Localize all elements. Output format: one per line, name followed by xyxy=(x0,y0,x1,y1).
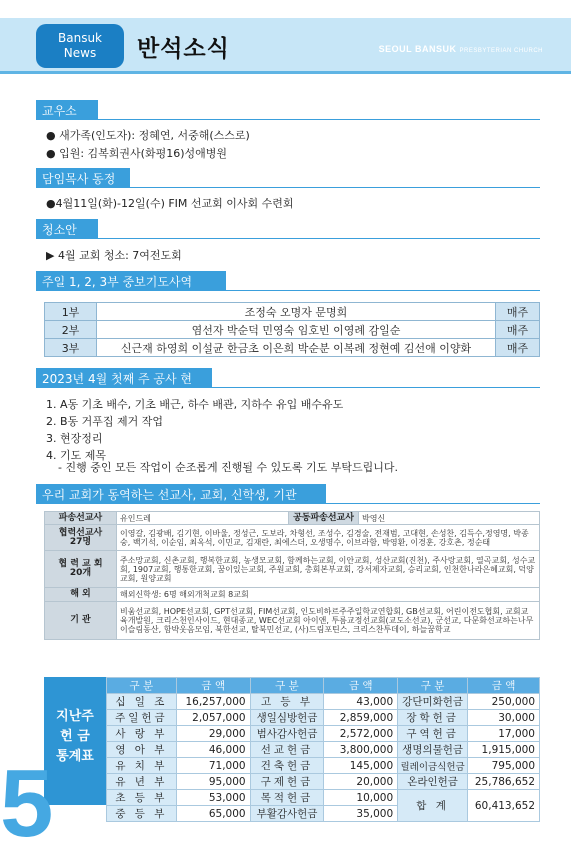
members-item: ● 입원: 김복희권사(화평16)성애병원 xyxy=(46,147,228,160)
offering-amount: 30,000 xyxy=(468,710,540,726)
coop-church-title: 협 력 교 회 xyxy=(58,559,103,569)
section-divider xyxy=(36,238,540,239)
construction-item: 3. 현장정리 xyxy=(46,432,103,445)
prayer-frequency: 매주 xyxy=(496,303,540,321)
table-row xyxy=(45,512,540,525)
offering-statistics xyxy=(44,677,540,820)
missionary-label: 파송선교사 xyxy=(45,512,117,525)
prayer-table xyxy=(44,302,540,357)
offering-amount: 46,000 xyxy=(176,742,250,758)
offering-amount: 25,786,652 xyxy=(468,774,540,790)
offering-item: 사 랑 부 xyxy=(107,726,177,742)
offering-table xyxy=(106,677,540,822)
prayer-names: 조정숙 오명자 문명희 xyxy=(97,303,496,321)
offering-amount: 20,000 xyxy=(324,774,398,790)
offering-amount: 95,000 xyxy=(176,774,250,790)
offering-item: 구제헌금 xyxy=(250,774,324,790)
table-row xyxy=(107,742,540,758)
coop-church-value: 주소망교회, 신촌교회, 행복한교회, 농생모교회, 함께하는교회, 이안교회, 성산교회(진천), 주사랑교회, 열곡교회, 성수교회, 1907교회, 행통한교회, 꿈이있는교회, 주원교회, 총회본부교회, 강서제자교회, 승리교회, 인천한나라은혜교회, 덕양교회, 원양교회 xyxy=(117,551,540,588)
offering-amount: 10,000 xyxy=(324,790,398,806)
prayer-service: 2부 xyxy=(45,321,97,339)
offering-amount: 795,000 xyxy=(468,758,540,774)
section-title-members: 교우소식 xyxy=(36,100,94,120)
offering-amount: 35,000 xyxy=(324,806,398,822)
table-row xyxy=(45,525,540,551)
section-title-cleaning: 청소안내 xyxy=(36,219,94,239)
prayer-service: 3부 xyxy=(45,339,97,357)
section-title-construction: 2023년 4월 첫째 주 공사 현황 xyxy=(36,368,208,388)
offering-item: 목적헌금 xyxy=(250,790,324,806)
coop-missionary-count: 27명 xyxy=(69,536,92,547)
construction-item: 4. 기도 제목 xyxy=(46,449,106,462)
prayer-frequency: 매주 xyxy=(496,321,540,339)
header-item: 구 분 xyxy=(107,678,177,694)
section-title-missions: 우리 교회가 동역하는 선교사, 교회, 신학생, 기관 xyxy=(36,484,322,504)
offering-amount: 43,000 xyxy=(324,694,398,710)
coop-church-count: 20개 xyxy=(69,568,92,578)
logo-line-2: News xyxy=(63,46,97,60)
prayer-names: 신근재 하영희 이설균 한금초 이은희 박순분 이복례 정현예 김선애 이양화 xyxy=(97,339,496,357)
header-item: 구 분 xyxy=(398,678,468,694)
construction-item: - 진행 중인 모든 작업이 순조롭게 진행될 수 있도록 기도 부탁드립니다. xyxy=(58,461,398,474)
offering-amount: 1,915,000 xyxy=(468,742,540,758)
offering-amount: 53,000 xyxy=(176,790,250,806)
section-divider xyxy=(36,290,540,291)
offering-item: 생명의물헌금 xyxy=(398,742,468,758)
offering-item: 영 아 부 xyxy=(107,742,177,758)
section-divider xyxy=(36,387,540,388)
offering-item: 초 등 부 xyxy=(107,790,177,806)
organization-value: 비움선교회, HOPE선교회, GPT선교회, FIM선교회, 인도비하르주주일학교연합회, GB선교회, 어린이전도협회, 교회교육개발원, 크리스천인사이드, 현대종교, WEC선교회 아이앤, 투름교정선교회(교도소선교), 군선교, 다문화선교하는나무이슬림동산, 함박웃음모임, 북한선교, 탈북민선교, (사)드림포틴스, 크리스찬투데이, 하늘꿈학교 xyxy=(117,602,540,640)
table-row xyxy=(107,774,540,790)
coop-missionary-title: 협력선교사 xyxy=(58,527,103,538)
organization-label: 기 관 xyxy=(45,602,117,640)
total-label: 합 계 xyxy=(398,790,468,822)
section-divider xyxy=(36,187,540,188)
joint-missionary-label: 공동파송선교사 xyxy=(289,512,359,525)
table-row xyxy=(45,339,540,357)
construction-item: 1. A동 기초 배수, 기초 배근, 하수 배관, 지하수 유입 배수유도 xyxy=(46,398,344,411)
table-row xyxy=(45,602,540,640)
table-row xyxy=(107,758,540,774)
overseas-label: 해 외 xyxy=(45,588,117,602)
prayer-frequency: 매주 xyxy=(496,339,540,357)
offering-item: 생일심방헌금 xyxy=(250,710,324,726)
offering-item: 부활감사헌금 xyxy=(250,806,324,822)
section-title-prayer: 주일 1, 2, 3부 중보기도사역 xyxy=(36,271,222,291)
overseas-value: 해외신학생: 6명 해외개척교회 8교회 xyxy=(117,588,540,602)
offering-item: 고 등 부 xyxy=(250,694,324,710)
table-row xyxy=(107,710,540,726)
header-item: 구 분 xyxy=(250,678,324,694)
church-name-sub: PRESBYTERIAN CHURCH xyxy=(459,48,543,54)
offering-item: 강단미화헌금 xyxy=(398,694,468,710)
table-row xyxy=(45,303,540,321)
section-divider xyxy=(36,119,540,120)
header-amount: 금 액 xyxy=(176,678,250,694)
table-row xyxy=(45,551,540,588)
joint-missionary-value: 박영신 xyxy=(359,512,540,525)
offering-item: 유 년 부 xyxy=(107,774,177,790)
members-item: ● 새가족(인도자): 정혜연, 서중해(스스로) xyxy=(46,129,250,142)
offering-amount: 250,000 xyxy=(468,694,540,710)
offering-item: 온라인헌금 xyxy=(398,774,468,790)
table-header-row xyxy=(107,678,540,694)
cleaning-item: ▶ 4월 교회 청소: 7여전도회 xyxy=(46,249,182,262)
page-header xyxy=(0,0,571,88)
table-row xyxy=(107,694,540,710)
offering-amount: 2,057,000 xyxy=(176,710,250,726)
logo-line-1: Bansuk xyxy=(58,31,102,45)
offering-amount: 29,000 xyxy=(176,726,250,742)
offering-amount: 145,000 xyxy=(324,758,398,774)
church-name-main: SEOUL BANSUK xyxy=(378,44,457,54)
total-amount: 60,413,652 xyxy=(468,790,540,822)
offering-label-line: 지난주 xyxy=(56,709,94,724)
construction-item: 2. B동 거푸집 제거 작업 xyxy=(46,415,164,428)
offering-amount: 71,000 xyxy=(176,758,250,774)
missions-table xyxy=(44,511,540,640)
offering-item: 장학헌금 xyxy=(398,710,468,726)
table-row xyxy=(107,726,540,742)
offering-item: 선교헌금 xyxy=(250,742,324,758)
missionary-value: 유인드레 xyxy=(117,512,289,525)
section-divider xyxy=(36,503,540,504)
coop-missionary-label xyxy=(45,525,117,551)
offering-item: 주일헌금 xyxy=(107,710,177,726)
church-name xyxy=(379,44,543,54)
table-row xyxy=(45,321,540,339)
table-row xyxy=(107,790,540,806)
bansuk-news-logo xyxy=(36,24,124,68)
page-title: 반석소식 xyxy=(137,36,230,62)
page-number: 5 xyxy=(0,750,54,847)
offering-amount: 16,257,000 xyxy=(176,694,250,710)
offering-item: 유 치 부 xyxy=(107,758,177,774)
offering-item: 십 일 조 xyxy=(107,694,177,710)
offering-amount: 2,572,000 xyxy=(324,726,398,742)
section-title-pastor: 담임목사 동정 xyxy=(36,168,126,188)
offering-item: 범사감사헌금 xyxy=(250,726,324,742)
offering-amount: 65,000 xyxy=(176,806,250,822)
offering-item: 건축헌금 xyxy=(250,758,324,774)
prayer-names: 염선자 박순덕 민영숙 임호빈 이영례 감일순 xyxy=(97,321,496,339)
offering-amount: 2,859,000 xyxy=(324,710,398,726)
offering-label-line: 헌 금 xyxy=(60,729,90,744)
prayer-service: 1부 xyxy=(45,303,97,321)
offering-amount: 3,800,000 xyxy=(324,742,398,758)
coop-church-label xyxy=(45,551,117,588)
header-amount: 금 액 xyxy=(468,678,540,694)
pastor-item: ●4월11일(화)-12일(수) FIM 선교회 이사회 수련회 xyxy=(46,197,294,210)
offering-item: 릴레이금식헌금 xyxy=(398,758,468,774)
offering-amount: 17,000 xyxy=(468,726,540,742)
coop-missionary-value: 이영갈, 김광배, 김기현, 이바울, 정성근, 도보라, 차형선, 조성수, 김경술, 전재범, 고대현, 손성찬, 김득수,정영명, 박종숭, 백기석, 이순임, 최옥석, 이민교, 김재란, 최에스더, 오생명수, 이브라함, 박영환, 이경훈, 강호촌, 정순태 xyxy=(117,525,540,551)
offering-item: 중 등 부 xyxy=(107,806,177,822)
offering-item: 구역헌금 xyxy=(398,726,468,742)
table-row xyxy=(45,588,540,602)
header-amount: 금 액 xyxy=(324,678,398,694)
offering-label-line: 통계표 xyxy=(56,749,94,764)
